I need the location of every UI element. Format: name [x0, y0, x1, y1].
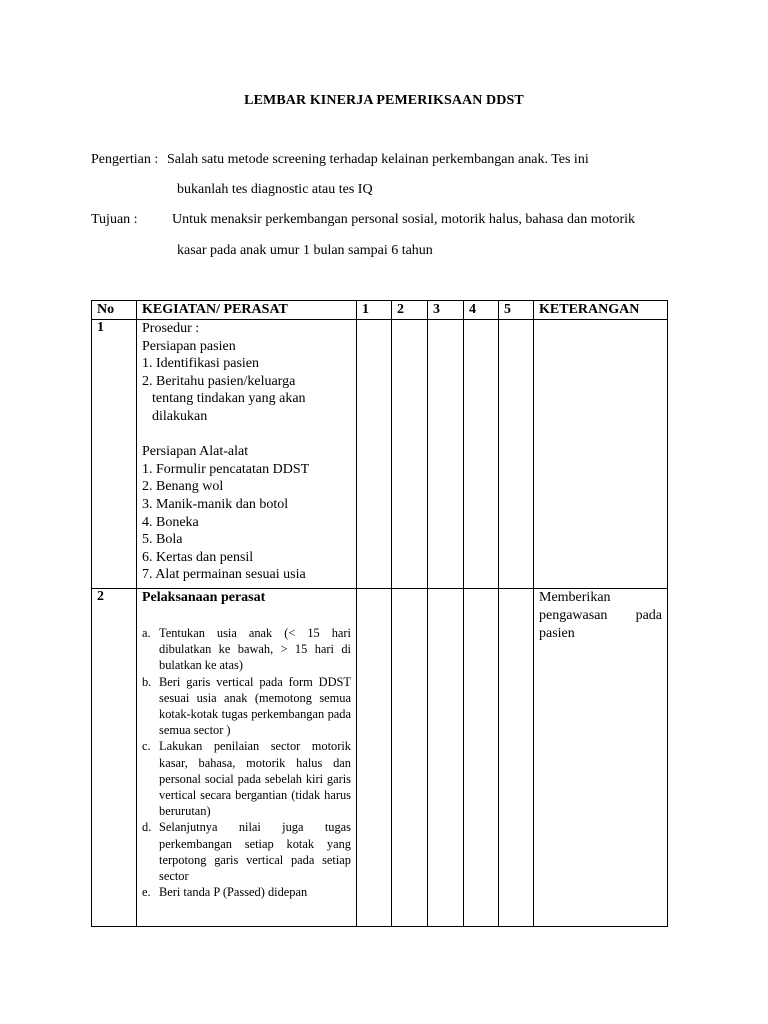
score-cell-2[interactable] — [392, 320, 428, 589]
step-text: Lakukan penilaian sector motorik kasar, bahasa, motorik halus dan personal social pada sebelah kiri garis vertical secara bergantian (tidak harus berurutan) — [159, 739, 351, 819]
score-cell-5[interactable] — [499, 589, 534, 927]
procedure-line: Persiapan Alat-alat — [142, 444, 249, 460]
score-cell-3[interactable] — [428, 320, 464, 589]
step-marker: d. — [142, 820, 152, 835]
keterangan-cell[interactable]: Memberikan pengawasan pada pasien — [534, 589, 668, 927]
score-cell-2[interactable] — [392, 589, 428, 927]
procedure-line: 7. Alat permainan sesuai usia — [142, 567, 306, 583]
header-no: No — [92, 301, 137, 320]
procedure-line: 1. Formulir pencatatan DDST — [142, 461, 310, 477]
header-score-2: 2 — [392, 301, 428, 320]
procedure-line: 2. Benang wol — [142, 479, 224, 495]
table-row — [92, 320, 668, 589]
step-text: Beri garis vertical pada form DDST sesuai usia anak (memotong semua kotak-kotak tugas perkembangan pada semua sector ) — [159, 674, 351, 738]
score-cell-4[interactable] — [464, 320, 499, 589]
list-item — [142, 674, 351, 739]
procedure-line: 2. Beritahu pasien/keluarga — [142, 373, 296, 389]
row-number: 1 — [92, 320, 137, 589]
step-text: Selanjutnya nilai juga tugas perkembangan setiap kotak yang terpotong garis vertical pada setiap sector — [159, 820, 351, 884]
steps-heading: Pelaksanaan perasat — [142, 590, 266, 605]
line-spacer — [142, 426, 351, 444]
list-item — [142, 738, 351, 819]
pengertian-text-line1: Salah satu metode screening terhadap kelainan perkembangan anak. Tes ini — [167, 152, 589, 167]
step-text: Tentukan usia anak (< 15 hari dibulatkan ke bawah, > 15 hari di bulatkan ke atas) — [159, 626, 351, 673]
list-item — [142, 819, 351, 884]
header-score-5: 5 — [499, 301, 534, 320]
procedure-line: dilakukan — [152, 408, 208, 424]
score-cell-1[interactable] — [357, 320, 392, 589]
pengertian-label: Pengertian : — [91, 152, 159, 167]
score-cell-4[interactable] — [464, 589, 499, 927]
procedure-line: Prosedur : — [142, 321, 200, 336]
header-score-4: 4 — [464, 301, 499, 320]
procedure-line: 1. Identifikasi pasien — [142, 356, 260, 372]
step-marker: c. — [142, 739, 151, 754]
tujuan-text-line2: kasar pada anak umur 1 bulan sampai 6 tahun — [177, 243, 433, 258]
procedure-line: tentang tindakan yang akan — [152, 391, 306, 407]
score-cell-1[interactable] — [357, 589, 392, 927]
header-keterangan: KETERANGAN — [534, 301, 668, 320]
procedure-cell — [137, 320, 357, 589]
tujuan-label: Tujuan : — [91, 212, 138, 227]
step-text: Beri tanda P (Passed) didepan — [159, 885, 308, 900]
procedure-cell — [137, 589, 357, 927]
step-marker: e. — [142, 885, 151, 900]
keterangan-cell[interactable] — [534, 320, 668, 589]
header-kegiatan: KEGIATAN/ PERASAT — [137, 301, 357, 320]
header-score-1: 1 — [357, 301, 392, 320]
assessment-table — [91, 300, 668, 927]
pengertian-text-line2: bukanlah tes diagnostic atau tes IQ — [177, 182, 373, 197]
list-item — [142, 625, 351, 674]
procedure-line: 6. Kertas dan pensil — [142, 549, 254, 565]
procedure-line: 5. Bola — [142, 532, 183, 548]
steps-list — [142, 625, 351, 900]
list-item — [142, 884, 351, 900]
score-cell-5[interactable] — [499, 320, 534, 589]
procedure-line: 4. Boneka — [142, 514, 199, 530]
table-header-row — [92, 301, 668, 320]
table-row — [92, 589, 668, 927]
row-number: 2 — [92, 589, 137, 927]
tujuan-text-line1: Untuk menaksir perkembangan personal sosial, motorik halus, bahasa dan motorik — [172, 212, 636, 227]
step-marker: b. — [142, 674, 152, 689]
score-cell-3[interactable] — [428, 589, 464, 927]
header-score-3: 3 — [428, 301, 464, 320]
procedure-line: Persiapan pasien — [142, 338, 236, 354]
step-marker: a. — [142, 626, 151, 640]
document-title: LEMBAR KINERJA PEMERIKSAAN DDST — [244, 93, 524, 108]
procedure-line: 3. Manik-manik dan botol — [142, 496, 289, 512]
